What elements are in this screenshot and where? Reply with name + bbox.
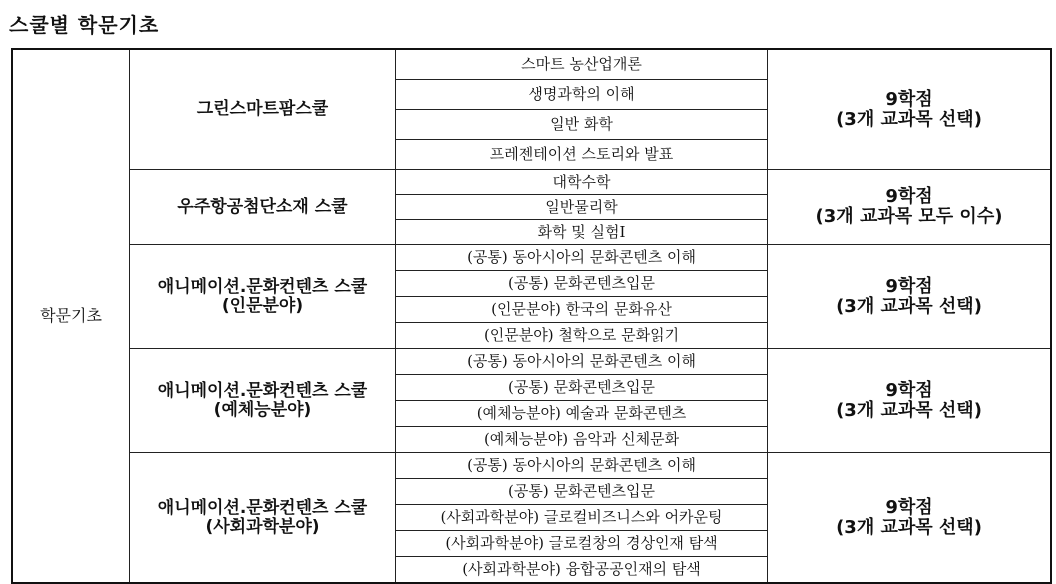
credit-cell (768, 453, 1052, 584)
credit-value: 9학점 (885, 275, 933, 297)
credit-cell (768, 49, 1052, 170)
course-cell: (공통) 문화콘텐츠입문 (396, 479, 768, 505)
credit-rule: (3개 교과목 모두 이수) (815, 206, 1003, 227)
credit-value: 9학점 (885, 88, 933, 110)
course-cell: (사회과학분야) 융합공공인재의 탐색 (396, 557, 768, 584)
school-name-cell (130, 49, 396, 170)
course-cell: (공통) 동아시아의 문화콘텐츠 이해 (396, 245, 768, 271)
course-cell: (공통) 동아시아의 문화콘텐츠 이해 (396, 453, 768, 479)
course-cell: (공통) 동아시아의 문화콘텐츠 이해 (396, 349, 768, 375)
school-name: 우주항공첨단소재 스쿨 (177, 196, 348, 217)
table-row (12, 170, 1051, 195)
school-name: 애니메이션.문화컨텐츠 스쿨 (157, 276, 368, 297)
school-name-cell (130, 245, 396, 349)
credit-rule: (3개 교과목 선택) (836, 516, 982, 538)
course-cell: (사회과학분야) 글로컬창의 경상인재 탐색 (396, 531, 768, 557)
table-row (12, 245, 1051, 271)
school-field: (예체능분야) (213, 399, 312, 420)
credit-value: 9학점 (885, 496, 933, 518)
course-cell: (사회과학분야) 글로컬비즈니스와 어카운팅 (396, 505, 768, 531)
table-row (12, 49, 1051, 80)
course-cell: 대학수학 (396, 170, 768, 195)
course-cell: 화학 및 실험I (396, 220, 768, 245)
course-cell: 프레젠테이션 스토리와 발표 (396, 140, 768, 170)
course-cell: 일반 화학 (396, 110, 768, 140)
credit-rule: (3개 교과목 선택) (836, 399, 982, 421)
credit-rule: (3개 교과목 선택) (836, 108, 982, 130)
course-cell: 스마트 농산업개론 (396, 49, 768, 80)
course-cell: 일반물리학 (396, 195, 768, 220)
course-cell: (예체능분야) 예술과 문화콘텐츠 (396, 401, 768, 427)
school-name: 애니메이션.문화컨텐츠 스쿨 (157, 380, 368, 401)
page-title: 스쿨별 학문기초 (9, 13, 160, 37)
course-cell: (공통) 문화콘텐츠입문 (396, 271, 768, 297)
school-name: 그린스마트팜스쿨 (196, 99, 329, 120)
credit-value: 9학점 (885, 379, 933, 401)
school-field: (인문분야) (221, 295, 304, 316)
school-name: 애니메이션.문화컨텐츠 스쿨 (157, 497, 368, 518)
course-cell: (인문분야) 철학으로 문화읽기 (396, 323, 768, 349)
course-cell: (예체능분야) 음악과 신체문화 (396, 427, 768, 453)
school-field: (사회과학분야) (205, 516, 320, 537)
credit-cell (768, 349, 1052, 453)
school-name-cell (130, 349, 396, 453)
school-name-cell (130, 170, 396, 245)
credit-value: 9학점 (885, 186, 933, 208)
course-cell: (인문분야) 한국의 문화유산 (396, 297, 768, 323)
credit-rule: (3개 교과목 선택) (836, 295, 982, 317)
course-cell: (공통) 문화콘텐츠입문 (396, 375, 768, 401)
course-cell: 생명과학의 이해 (396, 80, 768, 110)
table-row (12, 453, 1051, 479)
credit-cell (768, 170, 1052, 245)
curriculum-table (11, 48, 1052, 584)
table-row (12, 349, 1051, 375)
area-cell: 학문기초 (12, 49, 130, 583)
credit-cell (768, 245, 1052, 349)
school-name-cell (130, 453, 396, 584)
